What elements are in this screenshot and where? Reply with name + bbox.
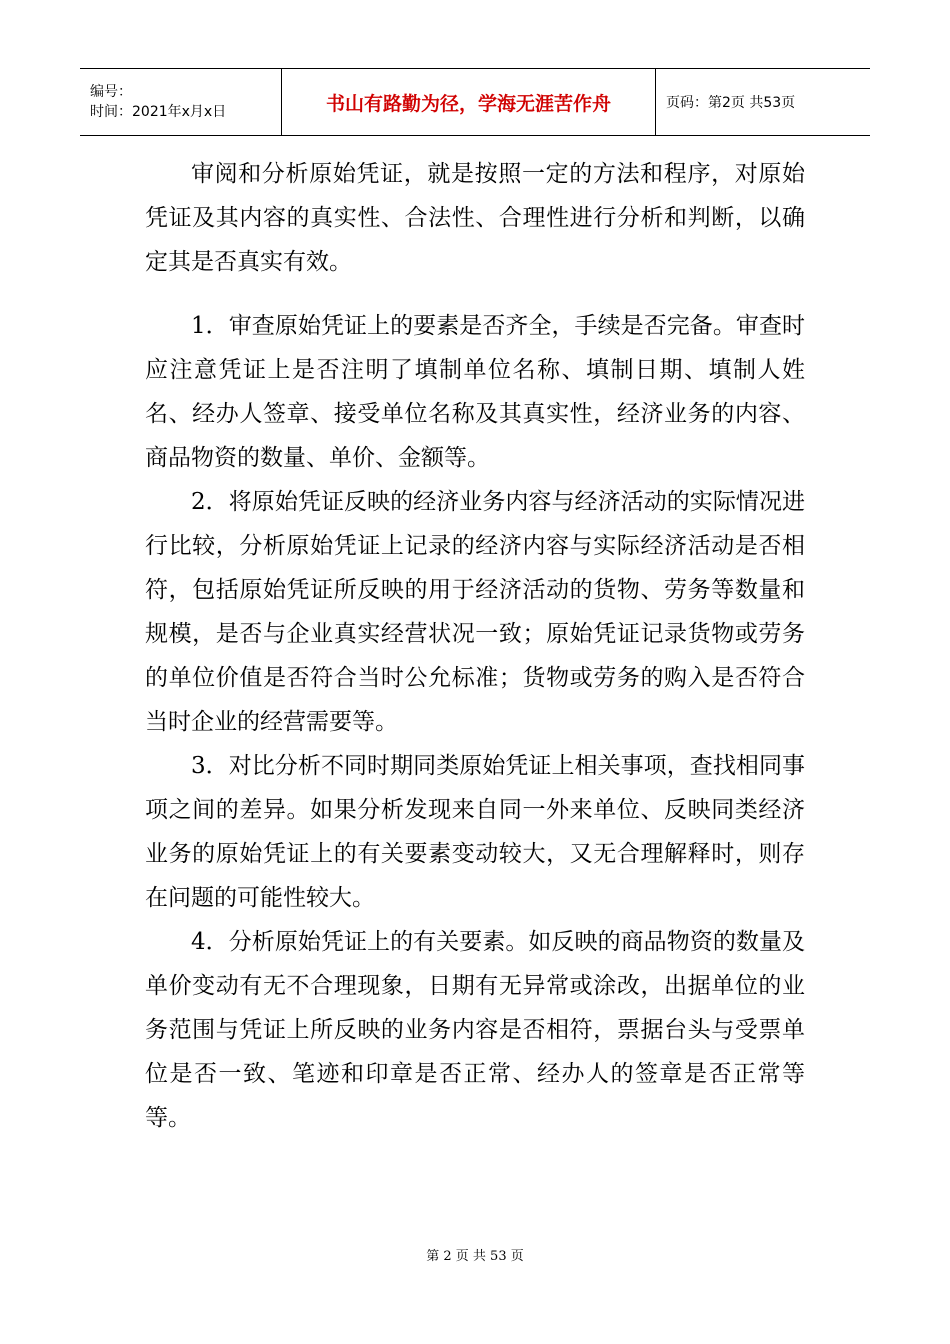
paragraph-item-1: 1．审查原始凭证上的要素是否齐全，手续是否完备。审查时应注意凭证上是否注明了填制单位名称、填制日期、填制人姓名、经办人签章、接受单位名称及其真实性，经济业务的内容、商品物资的数量、单价、金额等。 bbox=[145, 313, 805, 471]
motto-text: 书山有路勤为径，学海无涯苦作舟 bbox=[325, 92, 611, 115]
paragraph-item-4: 4．分析原始凭证上的有关要素。如反映的商品物资的数量及单价变动有无不合理现象，日期有无异常或涂改，出据单位的业务范围与凭证上所反映的业务内容是否相符，票据台头与受票单位是否一致、笔迹和印章是否正常、经办人的签章是否正常等等。 bbox=[145, 929, 805, 1131]
document-body bbox=[145, 152, 805, 1140]
page-footer bbox=[0, 1245, 950, 1264]
document-header bbox=[80, 68, 870, 136]
paragraph-item-2: 2．将原始凭证反映的经济业务内容与经济活动的实际情况进行比较，分析原始凭证上记录的经济内容与实际经济活动是否相符，包括原始凭证所反映的用于经济活动的货物、劳务等数量和规模，是否与企业真实经营状况一致；原始凭证记录货物或劳务的单位价值是否符合当时公允标准；货物或劳务的购入是否符合当时企业的经营需要等。 bbox=[145, 489, 805, 735]
footer-page-number: 第 2 页 共 53 页 bbox=[426, 1249, 524, 1264]
paragraph-intro: 审阅和分析原始凭证，就是按照一定的方法和程序，对原始凭证及其内容的真实性、合法性、合理性进行分析和判断，以确定其是否真实有效。 bbox=[145, 161, 805, 275]
header-meta bbox=[80, 69, 282, 135]
header-motto bbox=[282, 69, 656, 135]
document-time-label: 时间：2021年x月x日 bbox=[90, 104, 227, 120]
paragraph-item-3: 3．对比分析不同时期同类原始凭证上相关事项，查找相同事项之间的差异。如果分析发现来自同一外来单位、反映同类经济业务的原始凭证上的有关要素变动较大，又无合理解释时，则存在问题的可能性较大。 bbox=[145, 753, 805, 911]
page-info-text: 页码：第2页 共53页 bbox=[666, 95, 796, 111]
header-page-info bbox=[656, 69, 870, 135]
document-code-label: 编号： bbox=[90, 84, 132, 100]
